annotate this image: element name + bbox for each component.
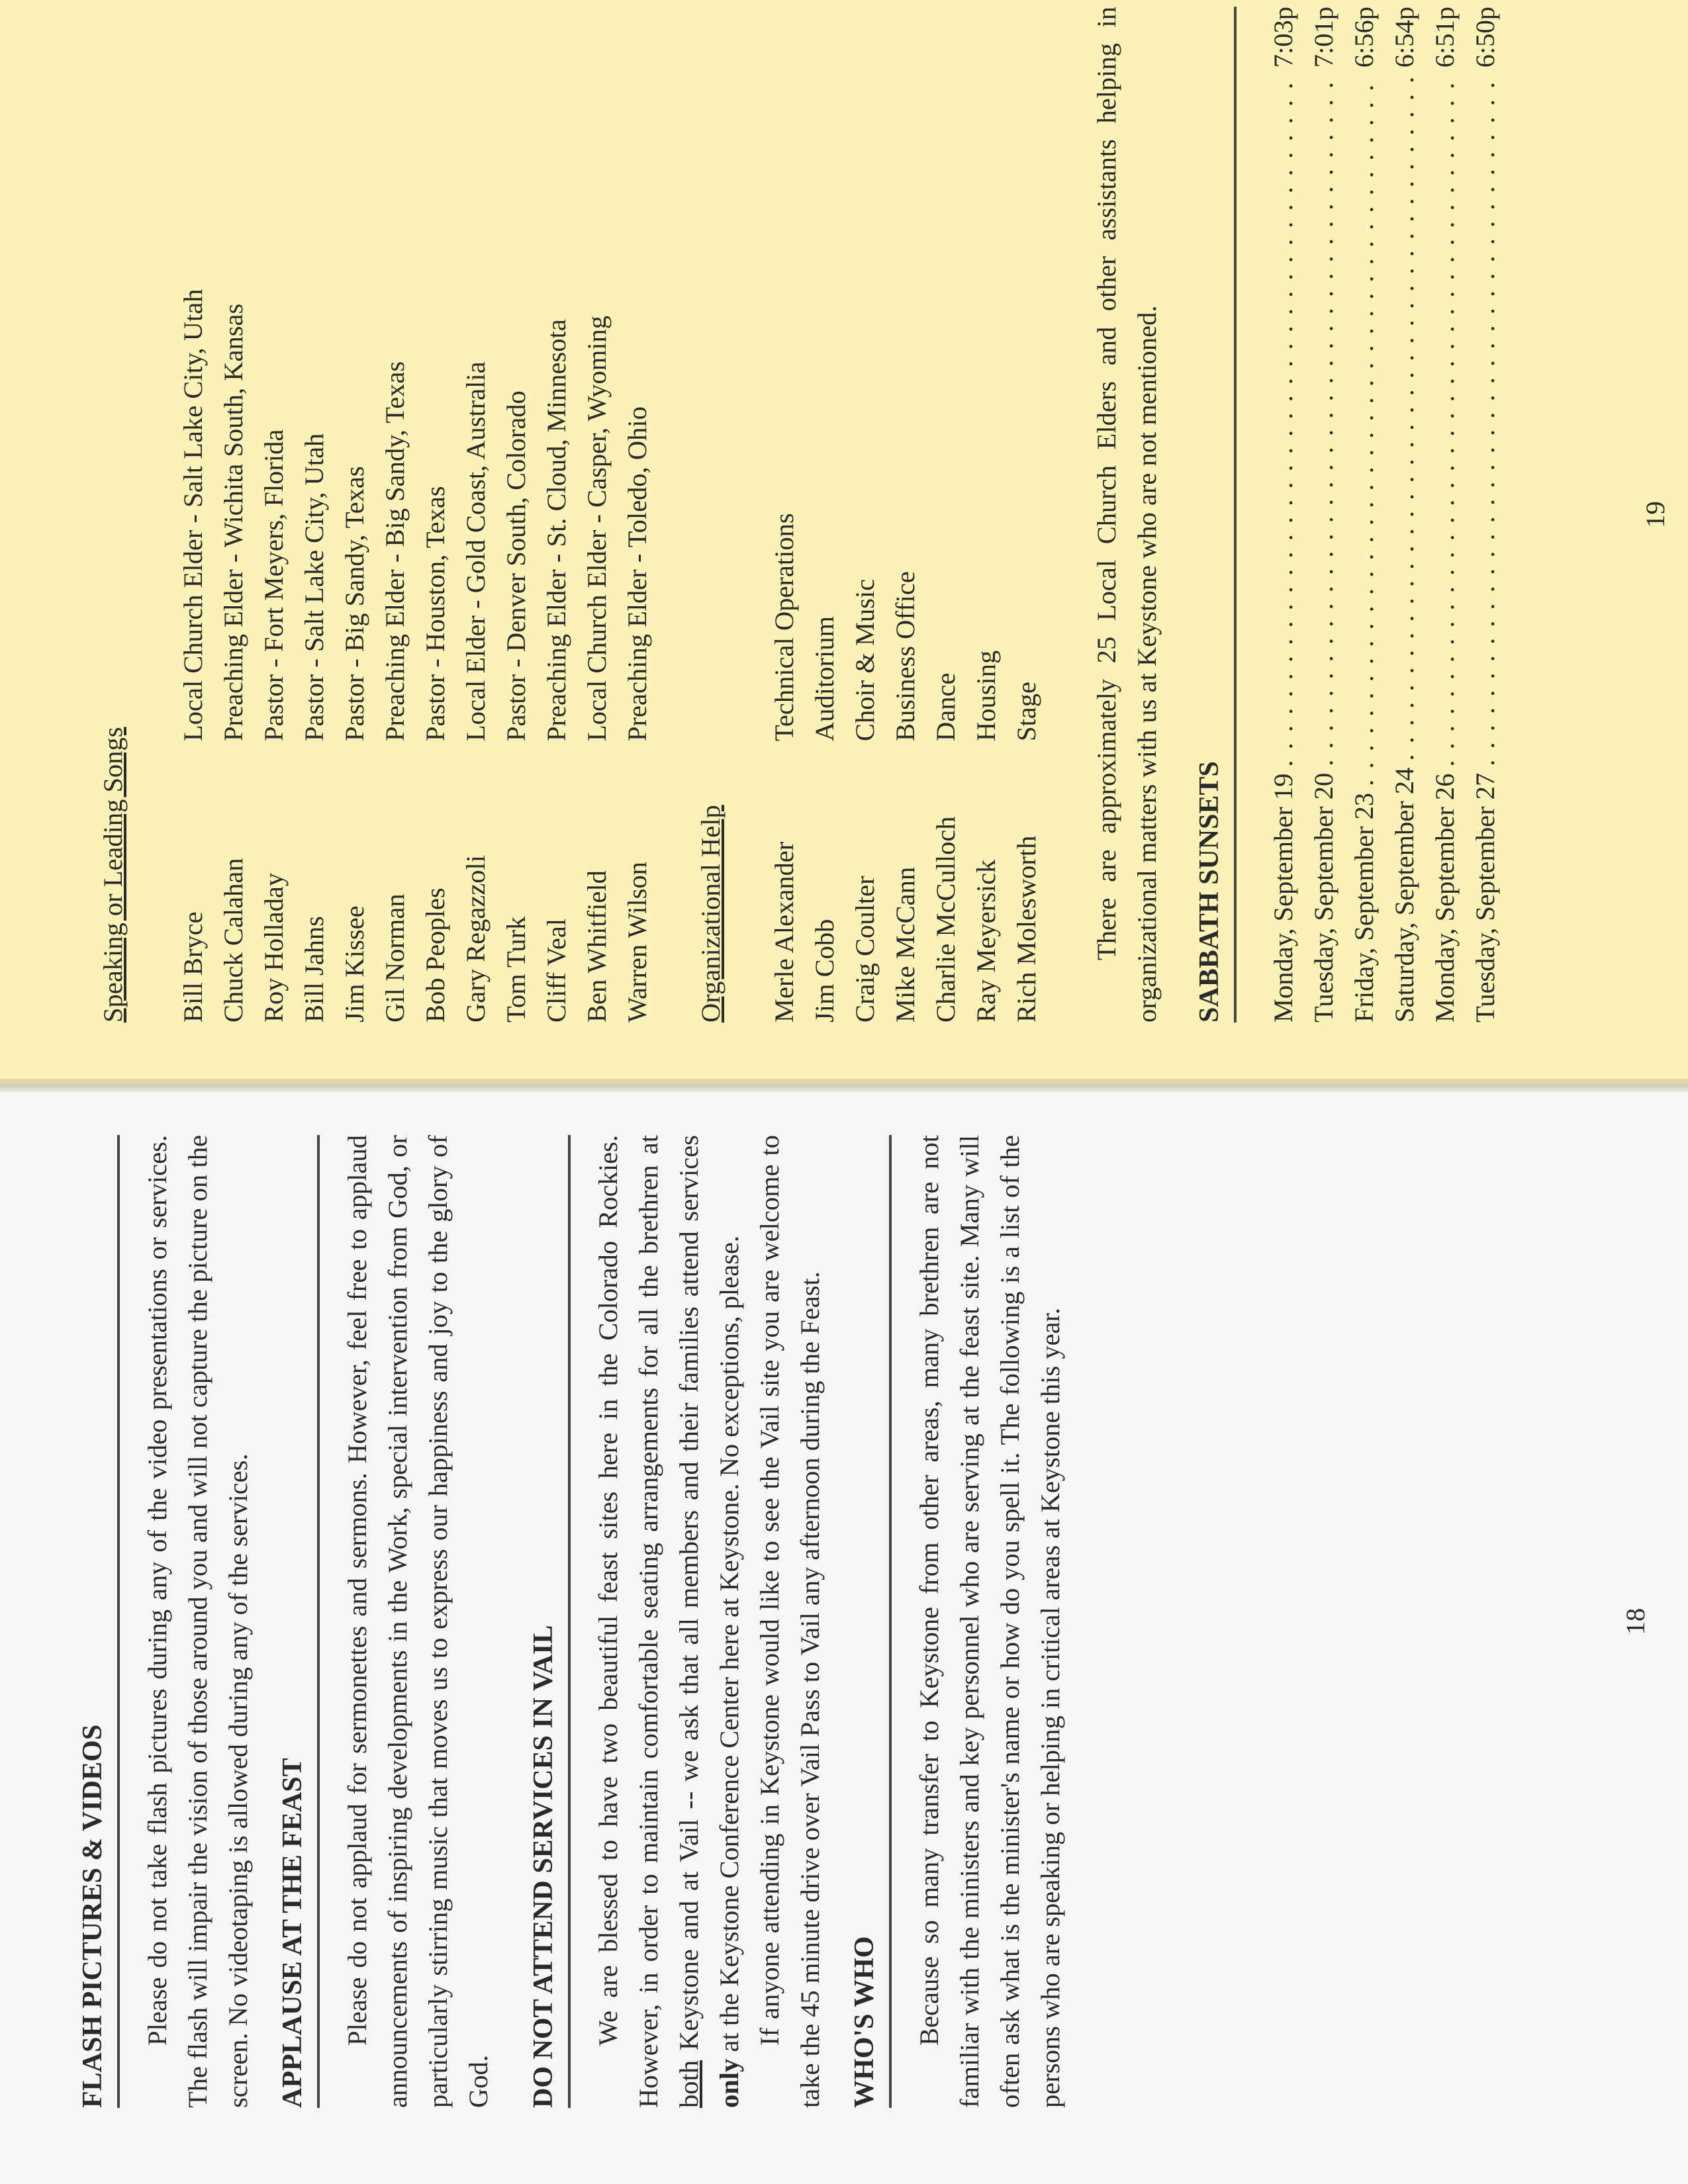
sunset-day: Monday, September 26 [1430, 773, 1460, 1023]
sunsets-title: SABBATH SUNSETS [1194, 761, 1225, 1023]
vail-p1-both: both [674, 2060, 704, 2108]
helper-name: Jim Cobb [810, 919, 839, 1023]
speaker-name: Gil Norman [380, 893, 410, 1023]
vail-title: DO NOT ATTEND SERVICES IN VAIL [528, 1625, 559, 2108]
vail-section-header [524, 1135, 571, 2108]
sunset-row [1344, 7, 1384, 1023]
helper-name: Mike McCann [890, 866, 920, 1023]
speaker-role: Local Church Elder - Salt Lake City, Utah [178, 289, 208, 741]
sunset-row [1425, 7, 1465, 1023]
speaker-name: Bill Jahns [299, 916, 329, 1023]
vail-p1-only: only [714, 2058, 744, 2108]
applause-title: APPLAUSE AT THE FEAST [277, 1758, 308, 2108]
page-fold [0, 1079, 1688, 1092]
speaker-role: Preaching Elder - Big Sandy, Texas [380, 361, 410, 741]
speaking-title: Speaking or Leading Songs [98, 727, 128, 1023]
speaker-role: Pastor - Denver South, Colorado [501, 390, 531, 741]
speaker-name: Tom Turk [501, 916, 531, 1023]
dot-leader [1384, 74, 1425, 760]
speaker-name: Bill Bryce [178, 911, 208, 1023]
sunset-day: Saturday, September 24 [1389, 767, 1419, 1023]
sunset-day: Tuesday, September 27 [1470, 772, 1500, 1023]
sunset-row [1465, 7, 1505, 1023]
speaker-name: Bob Peoples [420, 887, 450, 1023]
speaker-role: Pastor - Big Sandy, Texas [340, 466, 369, 741]
applause-body: Please do not applaud for sermonettes and sermons. However, feel free to applaud announcements of inspiring developments in the Work, special intervention from God, or particularly stirring music that moves us to express our happiness and joy to the glory of God. [342, 1135, 493, 2108]
sunset-row [1263, 7, 1303, 1023]
whos-who-title: WHO'S WHO [849, 1936, 880, 2108]
sunset-time: 7:03p [1268, 7, 1298, 68]
dot-leader [1344, 74, 1384, 786]
sunset-day: Monday, September 19 [1268, 773, 1298, 1023]
sunset-time: 6:50p [1470, 7, 1500, 68]
applause-section-header [273, 1135, 320, 2108]
vail-p1-c: at the Keystone Conference Center here at Keystone. No exceptions, please. [714, 1235, 744, 2052]
speaker-role: Pastor - Fort Meyers, Florida [259, 429, 289, 741]
helper-role: Housing [971, 650, 1001, 741]
page-18 [73, 1135, 1650, 2108]
helper-name: Merle Alexander [769, 841, 799, 1023]
helper-name: Charlie McCulloch [931, 816, 961, 1023]
helper-role: Choir & Music [850, 578, 880, 741]
speaker-name: Ben Whitfield [582, 870, 612, 1023]
speaker-role: Local Church Elder - Casper, Wyoming [582, 315, 612, 741]
vail-p1-a: We are blessed to have two beautiful feast sites here in the Colorado Rockies. However, in order to maintain comfortable seating arrangements for all the brethren at [593, 1135, 663, 2108]
sunset-time: 6:56p [1349, 7, 1379, 68]
helper-name: Rich Molesworth [1011, 835, 1041, 1023]
speaker-name: Warren Wilson [622, 862, 652, 1023]
helper-role: Dance [931, 672, 961, 741]
sunset-row [1384, 7, 1425, 1023]
helper-role: Stage [1011, 682, 1041, 741]
sunset-day: Tuesday, September 20 [1309, 772, 1338, 1023]
sunsets-section-header [1190, 7, 1237, 1023]
dot-leader [1465, 74, 1505, 766]
speaker-role: Preaching Elder - Wichita South, Kansas [218, 303, 248, 741]
helper-role: Auditorium [810, 616, 839, 741]
sunset-time: 6:51p [1430, 7, 1460, 68]
helper-role: Technical Operations [769, 513, 799, 741]
helper-name: Craig Coulter [850, 876, 880, 1023]
sunset-row [1303, 7, 1344, 1023]
sunset-day: Friday, September 23 [1349, 792, 1379, 1023]
whos-who-section-header [845, 1135, 892, 2108]
vail-p1-b: Keystone and at Vail -- we ask that all members and their families attend services [674, 1135, 704, 2051]
flash-title: FLASH PICTURES & VIDEOS [77, 1724, 108, 2108]
speaker-role: Pastor - Houston, Texas [420, 486, 450, 741]
speaker-role: Preaching Elder - Toledo, Ohio [622, 406, 652, 741]
flash-section-header [73, 1135, 120, 2108]
speaker-name: Cliff Veal [541, 918, 571, 1023]
dot-leader [1303, 74, 1344, 766]
speaker-name: Chuck Calahan [218, 858, 248, 1023]
speaking-list [173, 7, 657, 1023]
speaker-role: Preaching Elder - St. Cloud, Minnesota [541, 319, 571, 741]
organizational-title: Organizational Help [696, 805, 726, 1023]
organizational-list [764, 7, 1047, 1023]
speaker-role: Local Elder - Gold Coast, Australia [461, 361, 491, 741]
assistants-note: There are approximately 25 Local Church Elders and other assistants helping in organizational matters with us at Keystone who are not mentioned. [1092, 7, 1162, 1023]
helper-name: Ray Meyersick [971, 859, 1001, 1023]
page-19 [93, 7, 1668, 1023]
dot-leader [1263, 74, 1303, 766]
sunset-time: 7:01p [1309, 7, 1338, 68]
speaker-name: Gary Regazzoli [461, 854, 491, 1023]
whos-who-body: Because so many transfer to Keystone from other areas, many brethren are not familiar with the ministers and key personnel who are serving at the feast site. Many will often ask what is the minister's name or how do you spell it. The following is a list of the persons who are speaking or helping in critical areas at Keystone this year. [914, 1135, 1065, 2108]
vail-paragraph-2: If anyone attending in Keystone would like to see the Vail site you are welcome to take the 45 minute drive over Vail Pass to Vail any afternoon during the Feast. [755, 1135, 825, 2108]
helper-role: Business Office [890, 571, 920, 741]
speaker-role: Pastor - Salt Lake City, Utah [299, 433, 329, 741]
page-number-18: 18 [1620, 1608, 1650, 1635]
speaker-name: Roy Holladay [259, 872, 289, 1023]
page-number-19: 19 [1640, 501, 1670, 528]
sunset-time: 6:54p [1389, 7, 1419, 68]
dot-leader [1425, 74, 1465, 766]
sunsets-table [1263, 7, 1505, 1023]
flash-body: Please do not take flash pictures during any of the video presentations or services. The flash will impair the vision of those around you and will not capture the picture on the screen. No videotaping is allowed during any of the services. [142, 1135, 253, 2108]
speaker-name: Jim Kissee [340, 905, 369, 1023]
vail-paragraph-1 [588, 1135, 749, 2108]
